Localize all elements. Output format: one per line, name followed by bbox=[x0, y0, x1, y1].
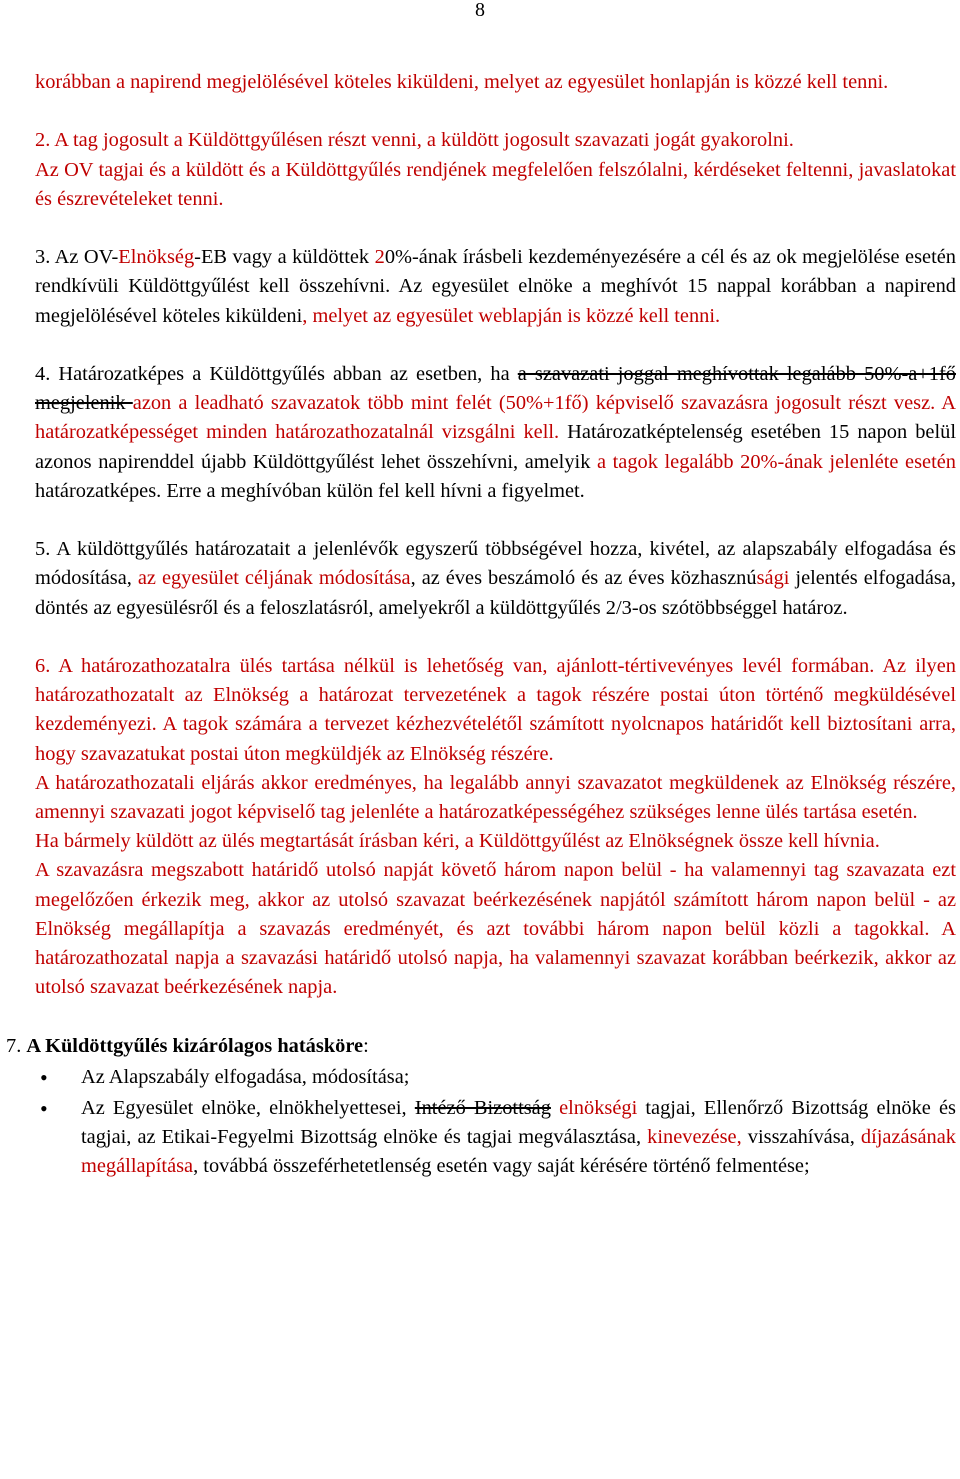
text-run: Az Alapszabály elfogadása, módosítása; bbox=[81, 1065, 410, 1088]
bullet-icon: • bbox=[40, 1096, 48, 1122]
section-7-heading bbox=[6, 1032, 956, 1061]
text-run: A szavazásra megszabott határidő utolsó napját követő három napon belül - ha valamennyi tag szavazata ezt megelőzően érkezik meg, akkor az utolsó szavazat beérkezésének napjától számított három napon belül - az Elnökség megállapítja a szavazás eredményét, és azt további három napon belül közli a tagokkal. A határozathozatal napja a szavazási határidő utolsó napja, ha valamennyi szavazat korábban beérkezik, akkor az utolsó szavazat beérkezésének napja. bbox=[35, 859, 956, 999]
text-run: 2 bbox=[374, 246, 385, 269]
heading-text: A Küldöttgyűlés kizárólagos hatásköre bbox=[26, 1034, 364, 1057]
text-run: , melyet az egyesület weblapján is közzé kell tenni. bbox=[302, 304, 721, 327]
text-run: Elnökség bbox=[118, 246, 195, 269]
text-run: az egyesület céljának módosítása bbox=[137, 567, 411, 590]
text-run: a tagok legalább 20%-ának jelenléte esetén bbox=[596, 450, 956, 473]
text-run: 4. Határozatképes a Küldöttgyűlés abban az esetben, ha bbox=[35, 362, 518, 385]
document-body bbox=[6, 68, 957, 1182]
text-run: 3. Az OV- bbox=[35, 246, 119, 269]
paragraph-continuation bbox=[35, 68, 956, 97]
paragraph-6-d bbox=[35, 856, 956, 1002]
text-run: A határozathozatali eljárás akkor eredményes, ha legalább annyi szavazatot megküldenek az Elnökség részére, amennyi szavazati jogot képviselő tag jelenléte a határozatképességéhez szükséges lenne ülés tartása esetén. bbox=[35, 771, 956, 823]
paragraph-6-c bbox=[35, 827, 956, 856]
list-item bbox=[35, 1063, 956, 1092]
text-run: -EB vagy a küldöttek bbox=[194, 246, 375, 269]
text-run: : bbox=[363, 1034, 369, 1057]
page-number: 8 bbox=[475, 0, 485, 21]
bullet-list bbox=[35, 1063, 956, 1182]
paragraph-6-b bbox=[35, 769, 956, 827]
text-run: 5. A küldöttgyűlés határozatait a jelenlévők egyszerű többségével hozza, kivétel, az alapszabály elfogadása és módosítása, bbox=[35, 538, 956, 590]
deleted-text: a szavazati joggal meghívottak legalább 50%-a+1fő bbox=[517, 362, 956, 385]
bullet-icon: • bbox=[40, 1064, 48, 1090]
text-run: , az éves beszámoló és az éves közhasznú bbox=[410, 567, 757, 590]
text-run: visszahívása, bbox=[741, 1126, 861, 1149]
paragraph-4 bbox=[35, 360, 956, 506]
text-run: 7. bbox=[6, 1034, 27, 1057]
paragraph-3 bbox=[35, 243, 956, 331]
text-run: Az Egyesület elnöke, elnökhelyettesei, bbox=[81, 1097, 415, 1120]
text-run: 2. A tag jogosult a Küldöttgyűlésen részt venni, a küldött jogosult szavazati jogát gyakorolni. bbox=[35, 129, 794, 152]
paragraph-2 bbox=[35, 126, 956, 214]
text-run: kinevezése, bbox=[647, 1126, 742, 1149]
list-item bbox=[35, 1094, 956, 1182]
text-run: azon a leadható szavazatok több mint felét (50%+1fő) képviselő szavazásra jogosult részt vesz. A határozatképességet minden határozathozatalnál vizsgálni kell. bbox=[35, 392, 956, 444]
text-run: korábban a napirend megjelölésével köteles kiküldeni, melyet az egyesület honlapján is közzé kell tenni. bbox=[35, 71, 889, 93]
text-run: , továbbá összeférhetetlenség esetén vagy saját kérésére történő felmentése; bbox=[193, 1155, 810, 1178]
text-run: határozatképes. Erre a meghívóban külön fel kell hívni a figyelmet. bbox=[35, 479, 585, 502]
text-run: sági bbox=[756, 567, 790, 590]
text-run: 6. A határozathozatalra ülés tartása nélkül is lehetőség van, ajánlott-tértivevényes levél formában. Az ilyen határozathozatalt az Elnökség a határozat tervezetének a tagok részére postai úton történő megküldésével kezdeményezi. A tagok számára a tervezet kézhezvételétől számított nyolcnapos határidőt kell biztosítani arra, hogy szavazatukat postai úton megküldjék az Elnökség részére. bbox=[35, 654, 956, 765]
text-run: 0%-ának írásbeli kezdeményezésére a cél és az ok megjelölése esetén rendkívüli Küldöttgyűlést kell összehívni. Az egyesület elnöke a meghívót 15 nappal korábban a napirend megjelölésével köteles kiküldeni bbox=[35, 246, 956, 327]
text-run: Ha bármely küldött az ülés megtartását írásban kéri, a Küldöttgyűlést az Elnökségnek össze kell hívnia. bbox=[35, 830, 880, 853]
text-run: Határozatképtelenség esetében 15 napon belül azonos napirenddel újabb Küldöttgyűlést lehet összehívni, amelyik bbox=[35, 421, 957, 473]
deleted-text: megjelenik bbox=[35, 392, 133, 415]
deleted-text: Intéző Bizottság bbox=[414, 1097, 551, 1120]
text-run: Az OV tagjai és a küldött és a Küldöttgyűlés rendjének megfelelően felszólalni, kérdéseket feltenni, javaslatokat és észrevételeket tenni. bbox=[35, 158, 956, 210]
text-run: elnökségi bbox=[559, 1097, 638, 1120]
paragraph-5 bbox=[35, 535, 956, 623]
text-run: jelentés elfogadása, döntés az egyesülésről és a feloszlatásról, amelyekről a küldöttgyűlés 2/3-os szótöbbséggel határoz. bbox=[35, 567, 956, 619]
text-run: tagjai, Ellenőrző Bizottság elnöke és tagjai, az Etikai-Fegyelmi Bizottság elnöke és tagjai megválasztása, bbox=[81, 1097, 956, 1149]
paragraph-6 bbox=[35, 652, 956, 769]
text-run bbox=[551, 1097, 559, 1119]
text-run: díjazásának megállapítása bbox=[81, 1126, 956, 1178]
